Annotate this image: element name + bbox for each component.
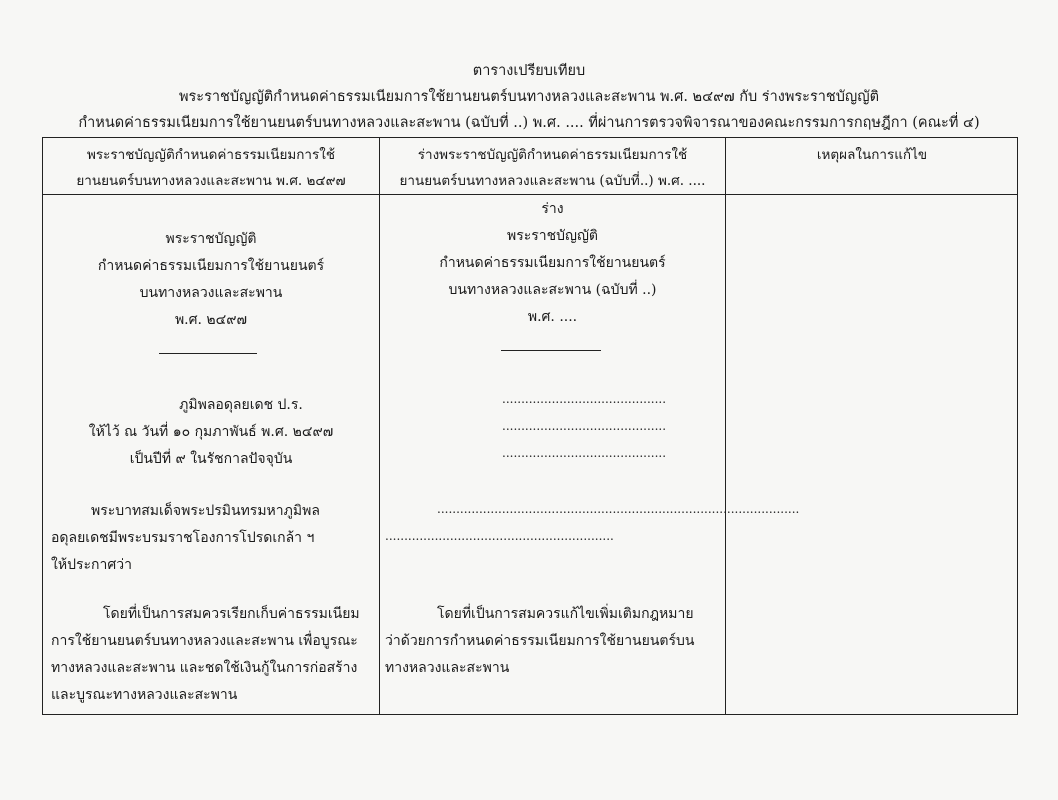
royal-reign-year: เป็นปีที่ ๙ ในรัชกาลปัจจุบัน — [129, 451, 293, 467]
header-reason — [726, 142, 1018, 168]
current-act-title-line: กำหนดค่าธรรมเนียมการใช้ยานยนตร์ — [97, 258, 325, 274]
title-line-1: ตารางเปรียบเทียบ — [472, 63, 586, 79]
preamble-line: โดยที่เป็นการสมควรเรียกเก็บค่าธรรมเนียม — [103, 606, 360, 622]
header-draft-act-line-2: ยานยนตร์บนทางหลวงและสะพาน (ฉบับที่..) พ.ศ. .... — [399, 173, 706, 189]
current-act-title-rule — [159, 353, 257, 354]
comparison-table — [42, 137, 1018, 715]
document-title — [0, 58, 1058, 136]
draft-act-title-rule — [501, 350, 601, 351]
current-act-title-line: บนทางหลวงและสะพาน — [139, 285, 283, 301]
preamble-line: ทางหลวงและสะพาน และชดใช้เงินกู้ในการก่อสร้าง — [51, 660, 358, 676]
royal-date: ให้ไว้ ณ วันที่ ๑๐ กุมภาพันธ์ พ.ศ. ๒๔๙๗ — [88, 424, 334, 440]
royal-signature: ภูมิพลอดุลยเดช ป.ร. — [179, 397, 303, 413]
header-current-act-line-1: พระราชบัญญัติกำหนดค่าธรรมเนียมการใช้ — [86, 147, 336, 163]
draft-preamble-line: ว่าด้วยการกำหนดค่าธรรมเนียมการใช้ยานยนตร์บน — [385, 633, 695, 649]
current-act-royal-block — [43, 392, 379, 473]
header-reason-line-1: เหตุผลในการแก้ไข — [816, 147, 928, 163]
draft-proclamation-dots-1: ............................................................................................... — [437, 502, 800, 516]
draft-preamble-line: ทางหลวงและสะพาน — [385, 660, 510, 676]
title-line-3: กำหนดค่าธรรมเนียมการใช้ยานยนตร์บนทางหลวงและสะพาน (ฉบับที่ ..) พ.ศ. .... ที่ผ่านการตรวจพิจารณาของคณะกรรมการกฤษฎีกา (คณะที่ ๔) — [78, 115, 980, 131]
draft-act-title-line: พระราชบัญญัติ — [507, 228, 598, 244]
draft-proclamation-dots-2: ............................................................ — [385, 529, 614, 543]
draft-act-title-line: กำหนดค่าธรรมเนียมการใช้ยานยนตร์ — [439, 255, 666, 271]
proclamation-line: ให้ประกาศว่า — [51, 557, 132, 573]
current-act-title-line: พระราชบัญญัติ — [165, 231, 257, 247]
draft-label: ร่าง — [541, 201, 564, 217]
draft-act-preamble — [385, 601, 723, 682]
draft-preamble-line: โดยที่เป็นการสมควรแก้ไขเพิ่มเติมกฎหมาย — [437, 606, 694, 622]
draft-act-title-line: บนทางหลวงและสะพาน (ฉบับที่ ..) — [448, 282, 657, 298]
title-line-2: พระราชบัญญัติกำหนดค่าธรรมเนียมการใช้ยานยนตร์บนทางหลวงและสะพาน พ.ศ. ๒๔๙๗ กับ ร่างพระราชบัญญัติ — [178, 89, 880, 105]
proclamation-line: อดุลยเดชมีพระบรมราชโองการโปรดเกล้า ฯ — [51, 530, 315, 546]
header-rule — [43, 194, 1017, 195]
current-act-proclamation — [51, 498, 377, 579]
draft-act-title — [380, 196, 725, 331]
draft-royal-dots-1: ........................................... — [502, 392, 667, 406]
header-draft-act-line-1: ร่างพระราชบัญญัติกำหนดค่าธรรมเนียมการใช้ — [417, 147, 688, 163]
header-current-act-line-2: ยานยนตร์บนทางหลวงและสะพาน พ.ศ. ๒๔๙๗ — [76, 173, 346, 189]
preamble-line: การใช้ยานยนตร์บนทางหลวงและสะพาน เพื่อบูรณะ — [51, 633, 358, 649]
draft-royal-dots-3: ........................................... — [502, 446, 667, 460]
draft-royal-dots-2: ........................................... — [502, 419, 667, 433]
header-draft-act — [380, 142, 725, 194]
preamble-line: และบูรณะทางหลวงและสะพาน — [51, 687, 238, 703]
current-act-preamble — [51, 601, 377, 709]
draft-act-title-line: พ.ศ. .... — [527, 309, 578, 325]
proclamation-line: พระบาทสมเด็จพระปรมินทรมหาภูมิพล — [91, 503, 320, 519]
column-divider-2 — [725, 138, 726, 714]
current-act-title — [43, 226, 379, 334]
header-current-act — [43, 142, 379, 194]
current-act-title-line: พ.ศ. ๒๔๙๗ — [174, 312, 248, 328]
